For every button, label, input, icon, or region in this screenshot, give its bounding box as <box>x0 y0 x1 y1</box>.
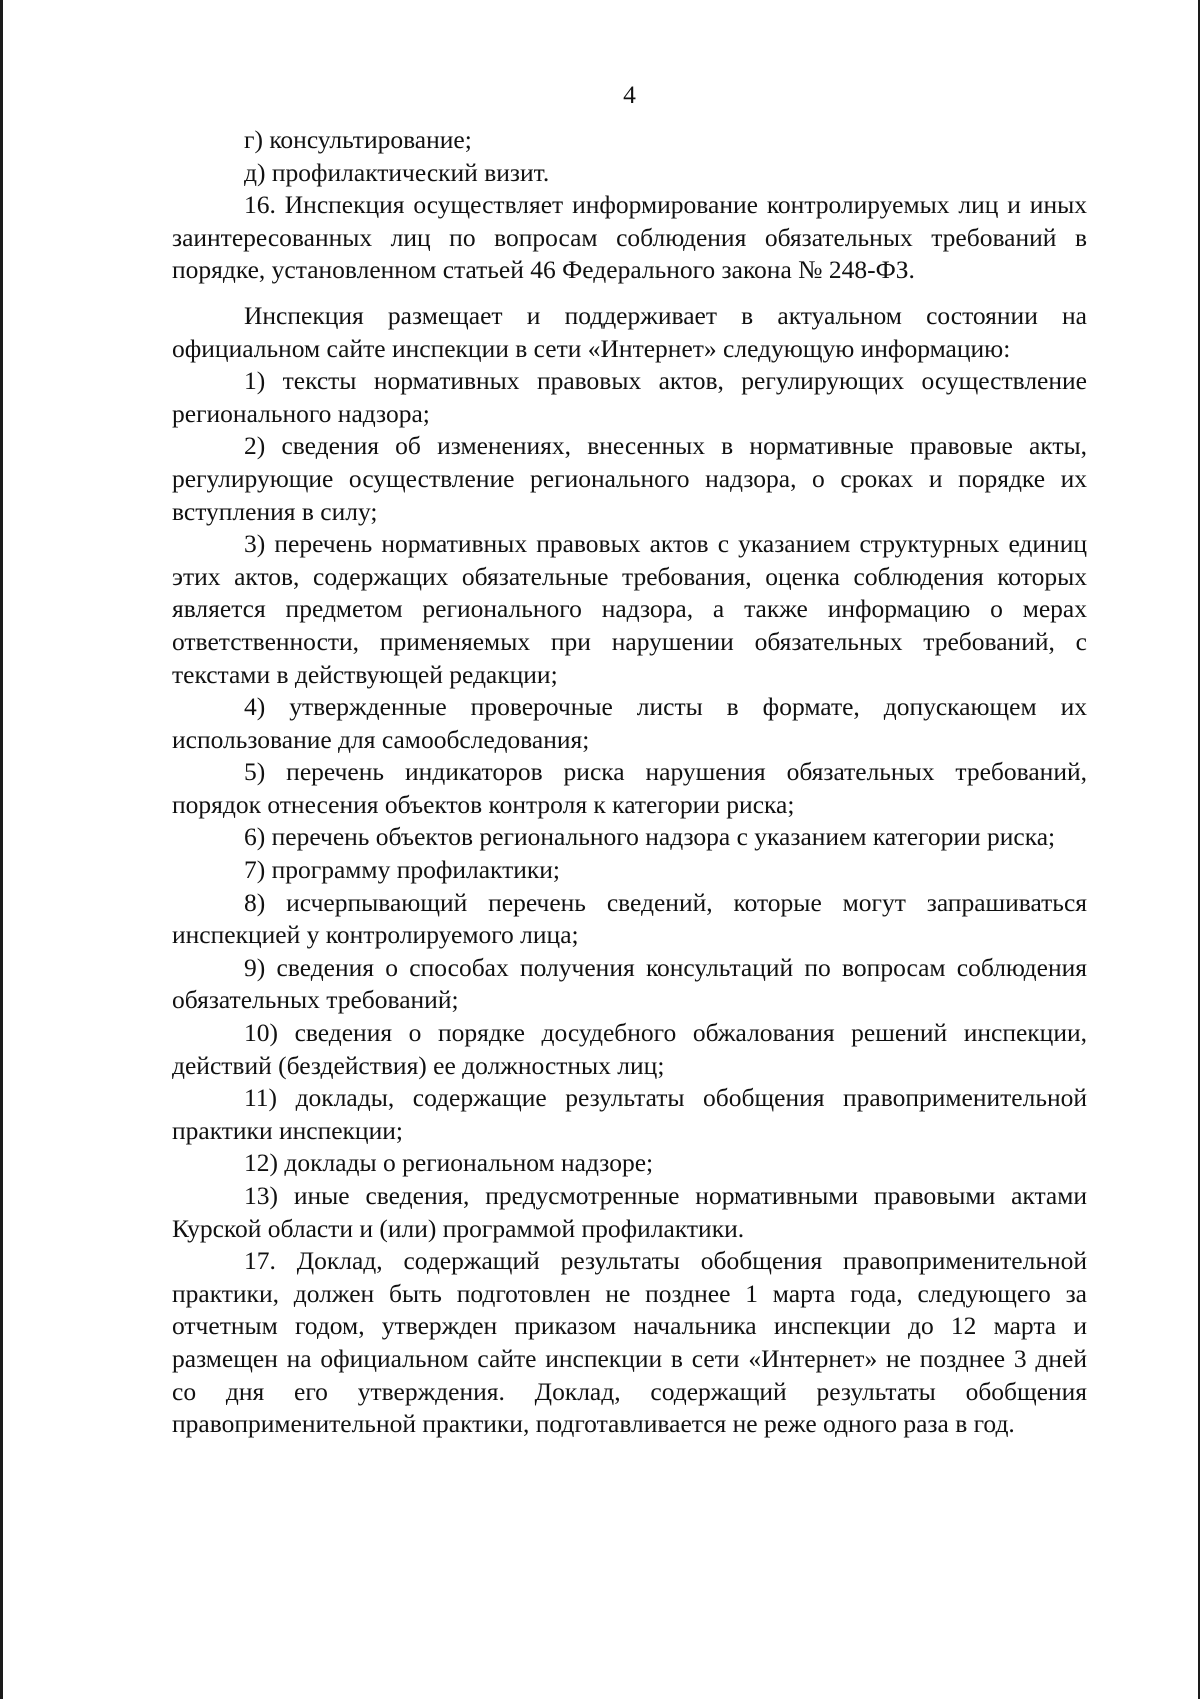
info-list-item-13: 13) иные сведения, предусмотренные нормативными правовыми актами Курской области и (или) программой профилактики. <box>172 1181 1087 1243</box>
page-number: 4 <box>623 80 636 109</box>
info-list-item-10: 10) сведения о порядке досудебного обжалования решений инспекции, действий (бездействия) ее должностных лиц; <box>172 1018 1087 1080</box>
info-list-item-12: 12) доклады о региональном надзоре; <box>244 1148 654 1178</box>
info-list-item-1: 1) тексты нормативных правовых актов, регулирующих осуществление регионального надзора; <box>172 366 1087 428</box>
info-list-item-8: 8) исчерпывающий перечень сведений, которые могут запрашиваться инспекцией у контролируемого лица; <box>172 887 1087 950</box>
website-info-intro-paragraph: Инспекция размещает и поддерживает в актуальном состоянии на официальном сайте инспекции в сети «Интернет» следующую информацию: <box>172 300 1087 363</box>
clause-17-paragraph: 17. Доклад, содержащий результаты обобщения правоприменительной практики, должен быть подготовлен не позднее 1 марта года, следующего за отчетным годом, утвержден приказом начальника инспекции до 12 марта и размещен на официальном сайте инспекции в сети «Интернет» не позднее 3 дней со дня его утверждения. Доклад, содержащий результаты обобщения правоприменительной практики, подготавливается не реже одного раза в год. <box>172 1246 1087 1439</box>
info-list-item-9: 9) сведения о способах получения консультаций по вопросам соблюдения обязательных требований; <box>172 952 1087 1015</box>
info-list-item-5: 5) перечень индикаторов риска нарушения обязательных требований, порядок отнесения объектов контроля к категории риска; <box>172 757 1087 819</box>
info-list-item-6: 6) перечень объектов регионального надзора с указанием категории риска; <box>244 822 1056 852</box>
list-item-d-preventive-visit: д) профилактический визит. <box>244 157 550 187</box>
info-list-item-11: 11) доклады, содержащие результаты обобщения правоприменительной практики инспекции; <box>172 1083 1087 1145</box>
info-list-item-4: 4) утвержденные проверочные листы в формате, допускающем их использование для самообследования; <box>172 692 1087 754</box>
document-body <box>172 124 1087 1441</box>
list-item-g-consulting: г) консультирование; <box>244 125 472 154</box>
info-list-item-7: 7) программу профилактики; <box>244 855 561 885</box>
info-list-item-2: 2) сведения об изменениях, внесенных в нормативные правовые акты, регулирующие осуществление регионального надзора, о сроках и порядке их вступления в силу; <box>172 431 1087 526</box>
info-list-item-3: 3) перечень нормативных правовых актов с указанием структурных единиц этих актов, содержащих обязательные требования, оценка соблюдения которых является предметом регионального надзора, а также информацию о мерах ответственности, применяемых при нарушении обязательных требований, с текстами в действующей редакции; <box>172 529 1087 689</box>
clause-16-paragraph: 16. Инспекция осуществляет информирование контролируемых лиц и иных заинтересованных лиц по вопросам соблюдения обязательных требований в порядке, установленном статьей 46 Федерального закона № 248-ФЗ. <box>172 190 1087 285</box>
scan-border-left <box>0 0 3 1699</box>
